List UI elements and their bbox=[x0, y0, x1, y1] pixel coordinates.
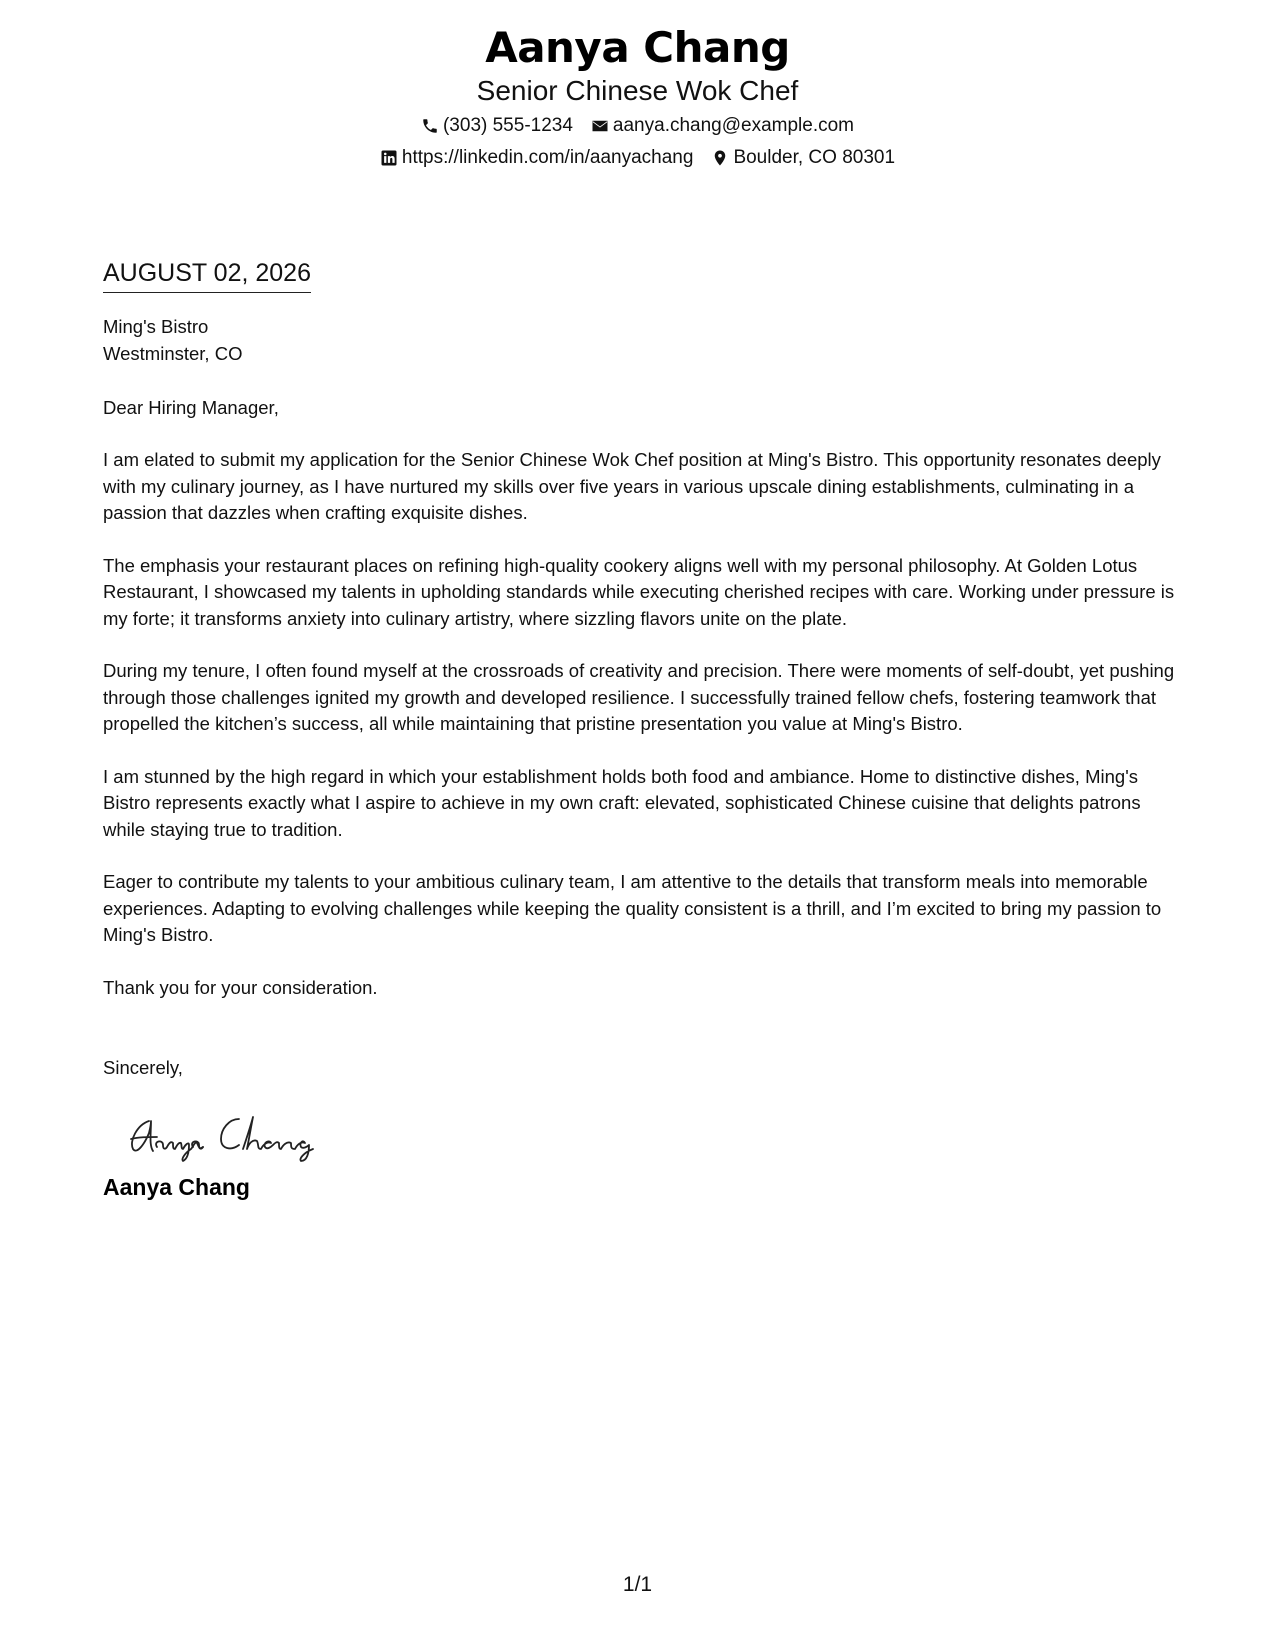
map-marker-icon bbox=[711, 149, 729, 167]
letter-header bbox=[0, 22, 1275, 170]
envelope-icon bbox=[591, 117, 609, 135]
page-number: 1/1 bbox=[622, 1573, 653, 1596]
recipient-company: Ming's Bistro bbox=[103, 316, 209, 337]
closing: Sincerely, bbox=[103, 1057, 183, 1078]
location-text: Boulder, CO 80301 bbox=[733, 147, 896, 168]
body-paragraph: I am elated to submit my application for the Senior Chinese Wok Chef position at Ming's Bistro. This opportunity resonates deeply with my culinary journey, as I have nurtured my skills over five years in various upscale dining establishments, culminating in a passion that dazzles when crafting exquisite dishes. bbox=[103, 449, 1161, 523]
letter-date: AUGUST 02, 2026 bbox=[103, 258, 311, 293]
body-paragraph: I am stunned by the high regard in which your establishment holds both food and ambiance. Home to distinctive dishes, Ming's Bistro represents exactly what I aspire to achieve in my own craft: elevated, sophisticated Chinese cuisine that delights patrons while staying true to tradition. bbox=[103, 765, 1141, 840]
phone-icon bbox=[421, 117, 439, 135]
contact-phone bbox=[421, 114, 573, 138]
recipient-block bbox=[103, 313, 1178, 367]
contact-row-secondary bbox=[0, 146, 1275, 170]
applicant-name: Aanya Chang bbox=[485, 23, 790, 72]
linkedin-url[interactable]: https://linkedin.com/in/aanyachang bbox=[401, 147, 694, 168]
email-address[interactable]: aanya.chang@example.com bbox=[612, 115, 855, 136]
body-paragraph: The emphasis your restaurant places on refining high-quality cookery aligns well with my personal philosophy. At Golden Lotus Restaurant, I showcased my talents in upholding standards while executing cherished recipes with care. Working under pressure is my forte; it transforms anxiety into culinary artistry, where sizzling flavors unite on the plate. bbox=[103, 554, 1175, 629]
recipient-location: Westminster, CO bbox=[103, 343, 243, 364]
handwritten-signature bbox=[123, 1107, 353, 1163]
applicant-role: Senior Chinese Wok Chef bbox=[476, 75, 799, 106]
contact-location bbox=[711, 146, 895, 170]
salutation: Dear Hiring Manager, bbox=[103, 397, 279, 418]
body-paragraph: Thank you for your consideration. bbox=[103, 976, 378, 998]
letter-body bbox=[103, 258, 1178, 1201]
contact-row-primary bbox=[0, 114, 1275, 138]
phone-number: (303) 555-1234 bbox=[442, 115, 573, 136]
contact-linkedin[interactable] bbox=[380, 146, 694, 170]
body-paragraph: Eager to contribute my talents to your ambitious culinary team, I am attentive to the details that transform meals into memorable experiences. Adapting to evolving challenges while keeping the quality consistent is a thrill, and I’m excited to bring my passion to Ming's Bistro. bbox=[103, 871, 1162, 945]
linkedin-icon bbox=[380, 149, 398, 167]
signer-name: Aanya Chang bbox=[103, 1174, 250, 1200]
body-paragraph: During my tenure, I often found myself at the crossroads of creativity and precision. There were moments of self-doubt, yet pushing through those challenges ignited my growth and developed resilience. I successfully trained fellow chefs, fostering teamwork that propelled the kitchen’s success, all while maintaining that pristine presentation you value at Ming's Bistro. bbox=[103, 660, 1175, 734]
contact-email[interactable] bbox=[591, 114, 854, 138]
